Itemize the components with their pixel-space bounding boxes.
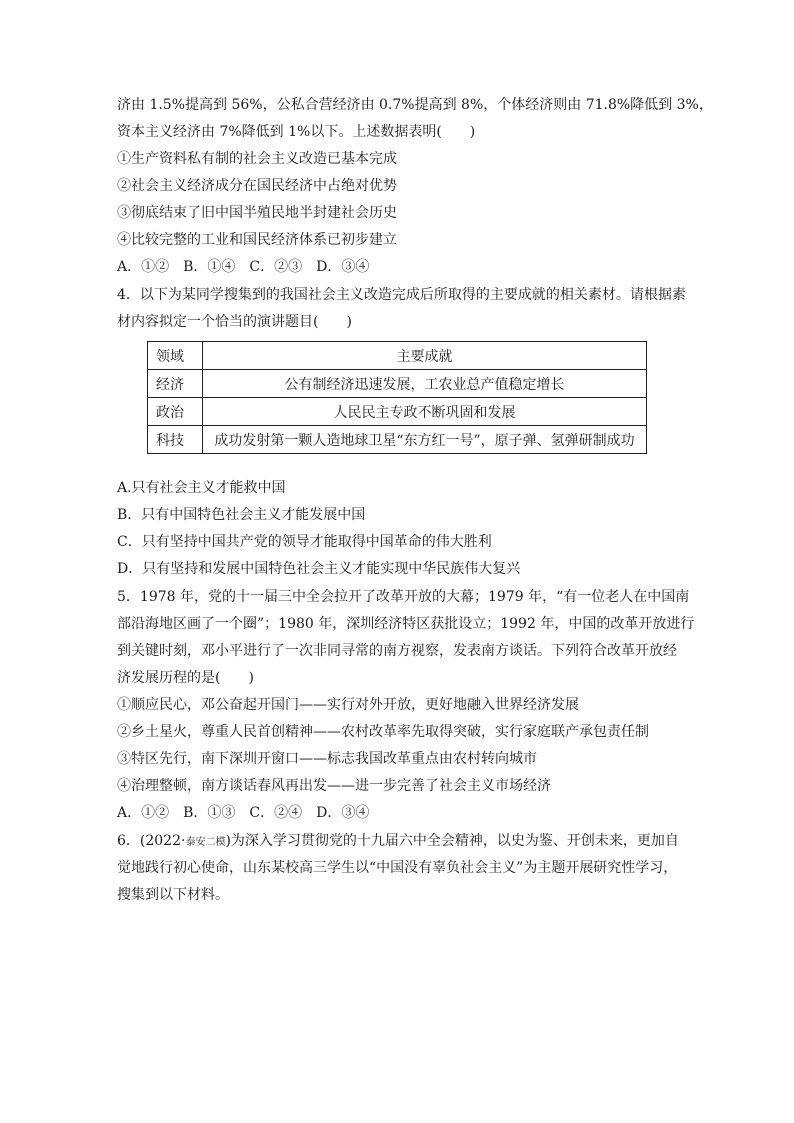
q3-item-3: ③彻底结束了旧中国半殖民地半封建社会历史 bbox=[117, 205, 397, 221]
q6-source-tag: 泰安二模 bbox=[185, 837, 226, 848]
table-cell-field: 政治 bbox=[148, 398, 203, 426]
q5-item-4: ④治理整顿，南方谈话春风再出发——进一步完善了社会主义市场经济 bbox=[117, 778, 551, 794]
table-cell-achievement: 人民民主专政不断巩固和发展 bbox=[203, 398, 647, 426]
table-header-field: 领域 bbox=[148, 342, 203, 370]
table-row bbox=[148, 426, 647, 454]
q5-stem-line-1: 5．1978 年，党的十一届三中全会拉开了改革开放的大幕；1979 年，“有一位老人在中国南 bbox=[117, 589, 690, 605]
q3-stem-line-1: 济由 1.5%提高到 56%，公私合营经济由 0.7%提高到 8%，个体经济则由 71.8%降低到 3%， bbox=[117, 97, 713, 113]
table-header-row bbox=[148, 342, 647, 370]
table-cell-field: 科技 bbox=[148, 426, 203, 454]
q3-item-4: ④比较完整的工业和国民经济体系已初步建立 bbox=[117, 232, 397, 248]
q5-stem-line-3: 到关键时刻，邓小平进行了一次非同寻常的南方视察，发表南方谈话。下列符合改革开放经 bbox=[117, 643, 677, 659]
table-header-achievement: 主要成就 bbox=[203, 342, 647, 370]
q6-stem-line-1 bbox=[117, 831, 677, 853]
q4-option-b: B．只有中国特色社会主义才能发展中国 bbox=[117, 507, 366, 523]
q6-stem-line-2: 觉地践行初心使命，山东某校高三学生以“中国没有辜负社会主义”为主题开展研究性学习， bbox=[117, 860, 678, 876]
q5-item-2: ②乡土星火，尊重人民首创精神——农村改革率先取得突破，实行家庭联产承包责任制 bbox=[117, 724, 649, 740]
q4-option-c: C．只有坚持中国共产党的领导才能取得中国革命的伟大胜利 bbox=[117, 534, 492, 550]
q5-item-3: ③特区先行，南下深圳开窗口——标志我国改革重点由农村转向城市 bbox=[117, 751, 537, 767]
q3-item-1: ①生产资料私有制的社会主义改造已基本完成 bbox=[117, 151, 397, 167]
q4-option-d: D．只有坚持和发展中国特色社会主义才能实现中华民族伟大复兴 bbox=[117, 561, 521, 577]
q6-suffix: )为深入学习贯彻党的十九届六中全会精神，以史为鉴、开创未来，更加自 bbox=[225, 833, 679, 849]
q4-option-a: A.只有社会主义才能救中国 bbox=[117, 480, 286, 496]
q4-stem-line-2: 材内容拟定一个恰当的演讲题目( ) bbox=[117, 314, 352, 330]
q6-prefix: 6．(2022· bbox=[117, 833, 186, 849]
q3-item-2: ②社会主义经济成分在国民经济中占绝对优势 bbox=[117, 178, 397, 194]
table-row bbox=[148, 398, 647, 426]
table-cell-achievement: 成功发射第一颗人造地球卫星“东方红一号”，原子弹、氢弹研制成功 bbox=[203, 426, 647, 454]
q3-stem-line-2: 资本主义经济由 7%降低到 1%以下。上述数据表明( ) bbox=[117, 124, 476, 140]
q5-stem-line-2: 部沿海地区画了一个圈”；1980 年，深圳经济特区获批设立；1992 年，中国的改革开放进行 bbox=[117, 616, 695, 632]
q5-options: A．①② B．①③ C．②④ D．③④ bbox=[117, 805, 370, 821]
q6-stem-line-3: 搜集到以下材料。 bbox=[117, 887, 229, 903]
q5-item-1: ①顺应民心，邓公奋起开国门——实行对外开放，更好地融入世界经济发展 bbox=[117, 697, 579, 713]
table-cell-field: 经济 bbox=[148, 370, 203, 398]
q3-options: A．①② B．①④ C．②③ D．③④ bbox=[117, 259, 370, 275]
achievements-table bbox=[147, 341, 647, 454]
table-cell-achievement: 公有制经济迅速发展，工农业总产值稳定增长 bbox=[203, 370, 647, 398]
q5-stem-line-4: 济发展历程的是( ) bbox=[117, 670, 254, 686]
q4-stem-line-1: 4．以下为某同学搜集到的我国社会主义改造完成后所取得的主要成就的相关素材。请根据素 bbox=[117, 287, 686, 303]
table-row bbox=[148, 370, 647, 398]
